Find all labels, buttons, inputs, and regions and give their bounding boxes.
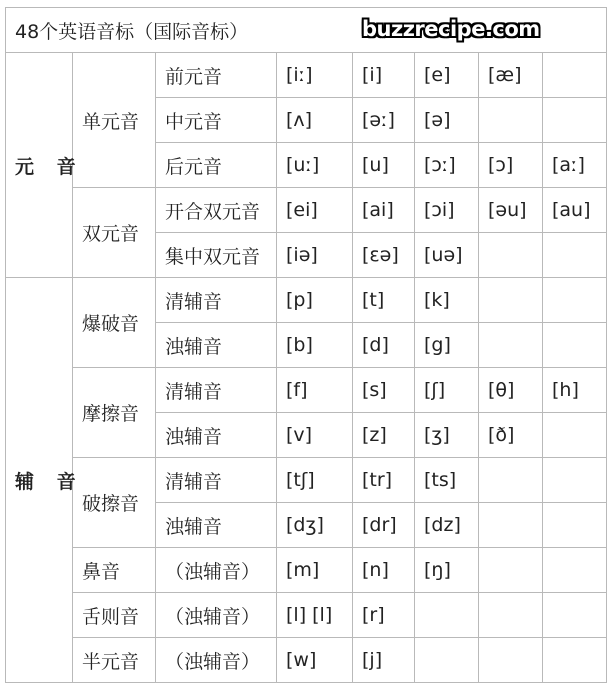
voiceless-label: 清辅音 (156, 458, 277, 503)
symbol-cell: [z] (353, 413, 415, 458)
table-row (6, 593, 607, 638)
symbol-cell: [f] (277, 368, 353, 413)
empty-cell (543, 458, 607, 503)
empty-cell (415, 638, 479, 683)
symbol-cell: [n] (353, 548, 415, 593)
empty-cell (479, 278, 543, 323)
single-vowels-label: 单元音 (73, 53, 156, 188)
empty-cell (543, 53, 607, 98)
table-title: 48个英语音标（国际音标） (6, 8, 607, 53)
front-vowels-label: 前元音 (156, 53, 277, 98)
symbol-cell: [r] (353, 593, 415, 638)
symbol-cell: [əː] (353, 98, 415, 143)
centering-diphthongs-label: 集中双元音 (156, 233, 277, 278)
back-vowels-label: 后元音 (156, 143, 277, 188)
symbol-cell: [θ] (479, 368, 543, 413)
symbol-cell: [ei] (277, 188, 353, 233)
symbol-cell: [s] (353, 368, 415, 413)
table-row (6, 368, 607, 413)
symbol-cell: [i] (353, 53, 415, 98)
symbol-cell: [ð] (479, 413, 543, 458)
table-row (6, 53, 607, 98)
empty-cell (479, 98, 543, 143)
empty-cell (479, 503, 543, 548)
consonants-label: 辅 音 (6, 278, 73, 683)
empty-cell (543, 233, 607, 278)
empty-cell (543, 593, 607, 638)
table-row (6, 458, 607, 503)
symbol-cell: [v] (277, 413, 353, 458)
empty-cell (415, 593, 479, 638)
semivowel-label: 半元音 (73, 638, 156, 683)
voiced-label: 浊辅音 (156, 323, 277, 368)
double-vowels-label: 双元音 (73, 188, 156, 278)
symbol-cell: [əu] (479, 188, 543, 233)
symbol-cell: [d] (353, 323, 415, 368)
symbol-cell: [iə] (277, 233, 353, 278)
symbol-cell: [dr] (353, 503, 415, 548)
symbol-cell: [ŋ] (415, 548, 479, 593)
empty-cell (479, 323, 543, 368)
symbol-cell: [au] (543, 188, 607, 233)
symbol-cell: [g] (415, 323, 479, 368)
symbol-cell: [p] (277, 278, 353, 323)
empty-cell (543, 503, 607, 548)
symbol-cell: [ai] (353, 188, 415, 233)
table-row (6, 188, 607, 233)
voiceless-label: 清辅音 (156, 368, 277, 413)
symbol-cell: [j] (353, 638, 415, 683)
symbol-cell: [tʃ] (277, 458, 353, 503)
empty-cell (543, 413, 607, 458)
symbol-cell: [b] (277, 323, 353, 368)
voiced-label: 浊辅音 (156, 413, 277, 458)
symbol-cell: [ʒ] (415, 413, 479, 458)
symbol-cell: [ɔ] (479, 143, 543, 188)
symbol-cell: [aː] (543, 143, 607, 188)
voiceless-label: 清辅音 (156, 278, 277, 323)
lateral-label: 舌则音 (73, 593, 156, 638)
symbol-cell: [t] (353, 278, 415, 323)
symbol-cell: [εə] (353, 233, 415, 278)
table-row (6, 548, 607, 593)
symbol-cell: [e] (415, 53, 479, 98)
symbol-cell: [æ] (479, 53, 543, 98)
empty-cell (479, 593, 543, 638)
empty-cell (479, 233, 543, 278)
plosive-label: 爆破音 (73, 278, 156, 368)
symbol-cell: [m] (277, 548, 353, 593)
empty-cell (543, 323, 607, 368)
fricative-label: 摩擦音 (73, 368, 156, 458)
open-diphthongs-label: 开合双元音 (156, 188, 277, 233)
empty-cell (543, 638, 607, 683)
semivowel-voicing-label: （浊辅音） (156, 638, 277, 683)
symbol-cell: [uə] (415, 233, 479, 278)
affricate-label: 破擦音 (73, 458, 156, 548)
symbol-cell: [ɔi] (415, 188, 479, 233)
symbol-cell: [l] [l] (277, 593, 353, 638)
symbol-cell: [ɔː] (415, 143, 479, 188)
symbol-cell: [w] (277, 638, 353, 683)
voiced-label: 浊辅音 (156, 503, 277, 548)
empty-cell (543, 278, 607, 323)
watermark-logo: buzzrecipe.com (362, 12, 532, 46)
symbol-cell: [k] (415, 278, 479, 323)
symbol-cell: [ts] (415, 458, 479, 503)
nasal-voicing-label: （浊辅音） (156, 548, 277, 593)
empty-cell (479, 548, 543, 593)
symbol-cell: [h] (543, 368, 607, 413)
lateral-voicing-label: （浊辅音） (156, 593, 277, 638)
table-row (6, 638, 607, 683)
symbol-cell: [tr] (353, 458, 415, 503)
empty-cell (543, 98, 607, 143)
symbol-cell: [dz] (415, 503, 479, 548)
nasal-label: 鼻音 (73, 548, 156, 593)
vowels-label: 元 音 (6, 53, 73, 278)
empty-cell (479, 458, 543, 503)
table-row (6, 278, 607, 323)
phonetic-table (5, 7, 607, 683)
symbol-cell: [ʌ] (277, 98, 353, 143)
symbol-cell: [uː] (277, 143, 353, 188)
symbol-cell: [u] (353, 143, 415, 188)
symbol-cell: [ʃ] (415, 368, 479, 413)
symbol-cell: [ə] (415, 98, 479, 143)
empty-cell (543, 548, 607, 593)
title-row (6, 8, 607, 53)
symbol-cell: [iː] (277, 53, 353, 98)
symbol-cell: [dʒ] (277, 503, 353, 548)
central-vowels-label: 中元音 (156, 98, 277, 143)
empty-cell (479, 638, 543, 683)
